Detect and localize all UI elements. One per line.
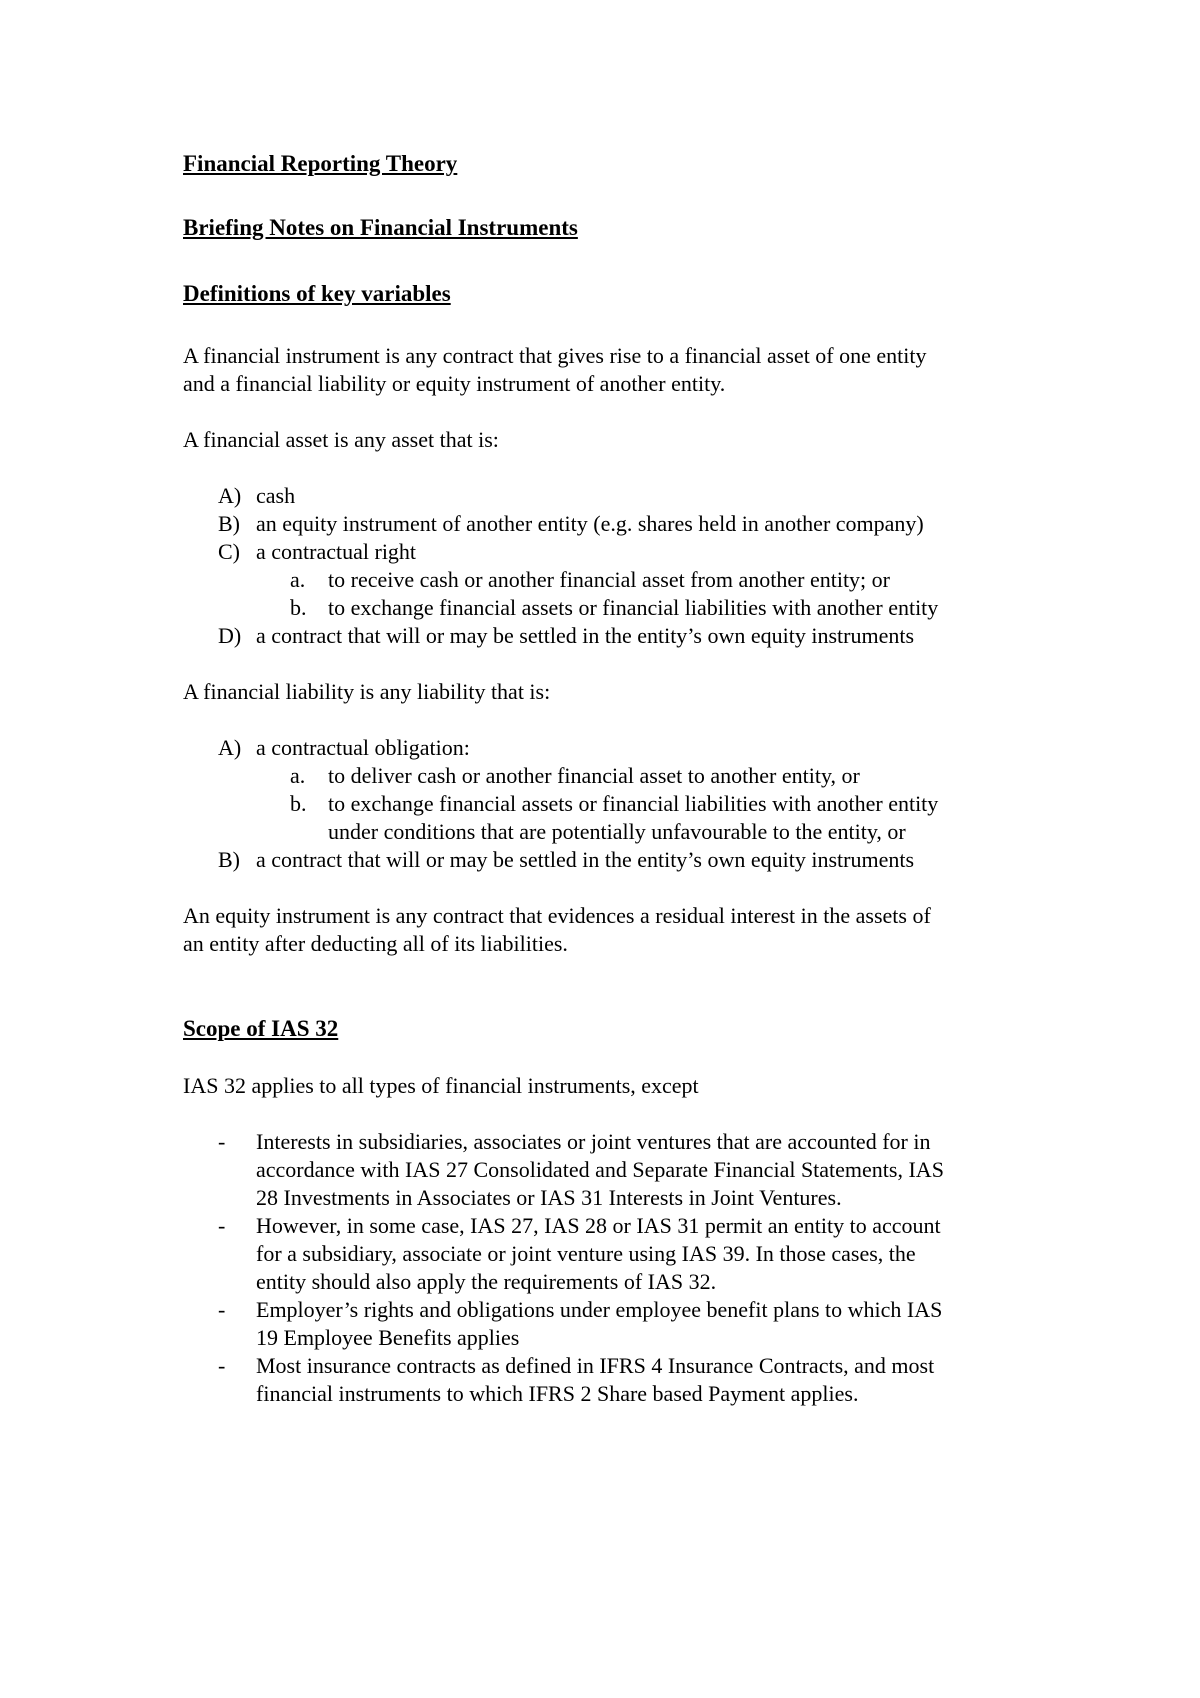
financial-liability-intro: A financial liability is any liability that is: (183, 679, 551, 704)
equity-instrument-line2: an entity after deducting all of its liabilities. (183, 931, 568, 956)
scope-heading: Scope of IAS 32 (183, 1016, 339, 1041)
bullet-line: 19 Employee Benefits applies (256, 1325, 520, 1350)
list-marker: B) (218, 511, 240, 536)
bullet-line: Interests in subsidiaries, associates or joint ventures that are accounted for in (256, 1129, 931, 1154)
list-marker: a. (290, 567, 306, 592)
bullet-line: accordance with IAS 27 Consolidated and Separate Financial Statements, IAS (256, 1157, 944, 1182)
scope-intro: IAS 32 applies to all types of financial instruments, except (183, 1073, 699, 1098)
list-marker: b. (290, 791, 307, 816)
list-item-text: under conditions that are potentially unfavourable to the entity, or (328, 819, 906, 844)
bullet-line: entity should also apply the requirements of IAS 32. (256, 1269, 717, 1294)
financial-instrument-line2: and a financial liability or equity instrument of another entity. (183, 371, 726, 396)
list-item-text: a contractual right (256, 539, 417, 564)
bullet-line: Employer’s rights and obligations under employee benefit plans to which IAS (256, 1297, 943, 1322)
list-item-text: a contract that will or may be settled in the entity’s own equity instruments (256, 847, 915, 872)
bullet-line: 28 Investments in Associates or IAS 31 Interests in Joint Ventures. (256, 1185, 842, 1210)
list-marker: A) (218, 483, 242, 508)
bullet-marker: - (218, 1213, 226, 1238)
bullet-line: for a subsidiary, associate or joint venture using IAS 39. In those cases, the (256, 1241, 916, 1266)
list-item-text: to exchange financial assets or financial liabilities with another entity (328, 595, 939, 620)
list-item-text: a contract that will or may be settled in the entity’s own equity instruments (256, 623, 915, 648)
list-marker: C) (218, 539, 240, 564)
list-item-text: an equity instrument of another entity (e.g. shares held in another company) (256, 511, 924, 536)
financial-instrument-line1: A financial instrument is any contract that gives rise to a financial asset of one entity (183, 343, 927, 368)
bullet-line: financial instruments to which IFRS 2 Share based Payment applies. (256, 1381, 859, 1406)
list-marker: B) (218, 847, 240, 872)
bullet-marker: - (218, 1297, 226, 1322)
list-item-text: to deliver cash or another financial asset to another entity, or (328, 763, 860, 788)
document-title: Financial Reporting Theory (183, 151, 458, 176)
bullet-marker: - (218, 1353, 226, 1378)
bullet-line: However, in some case, IAS 27, IAS 28 or IAS 31 permit an entity to account (256, 1213, 941, 1238)
bullet-line: Most insurance contracts as defined in IFRS 4 Insurance Contracts, and most (256, 1353, 935, 1378)
definitions-heading: Definitions of key variables (183, 281, 451, 306)
list-item-text: to exchange financial assets or financial liabilities with another entity (328, 791, 939, 816)
list-item-text: to receive cash or another financial asset from another entity; or (328, 567, 890, 592)
list-item-text: a contractual obligation: (256, 735, 470, 760)
bullet-marker: - (218, 1129, 226, 1154)
equity-instrument-line1: An equity instrument is any contract that evidences a residual interest in the assets of (183, 903, 931, 928)
list-item-text: cash (256, 483, 296, 508)
document-subtitle: Briefing Notes on Financial Instruments (183, 215, 578, 240)
financial-asset-intro: A financial asset is any asset that is: (183, 427, 499, 452)
list-marker: b. (290, 595, 307, 620)
list-marker: a. (290, 763, 306, 788)
list-marker: A) (218, 735, 242, 760)
list-marker: D) (218, 623, 242, 648)
